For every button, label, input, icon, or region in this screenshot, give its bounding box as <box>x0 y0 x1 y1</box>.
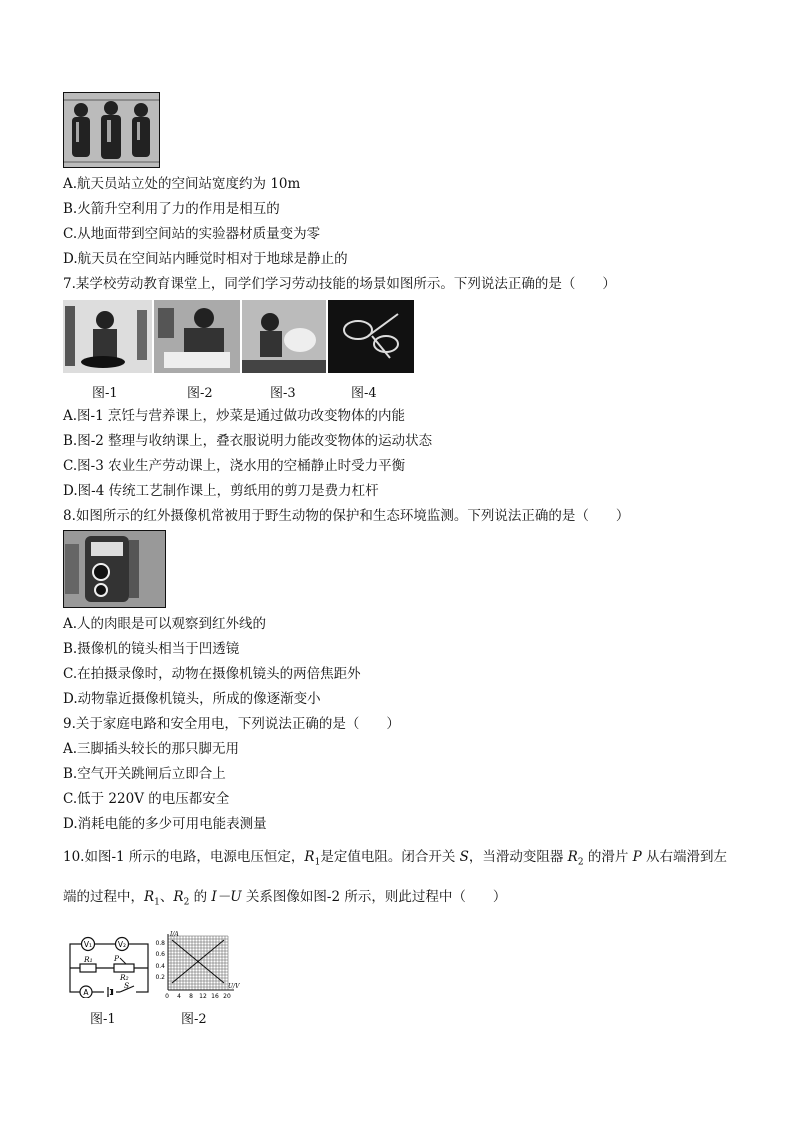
q6-option-c[interactable]: C.从地面带到空间站的实验器材质量变为零 <box>63 226 321 242</box>
subscript: 2 <box>577 857 584 868</box>
subscript: 1 <box>314 857 321 868</box>
q10-text: 10.如图-1 所示的电路，电源电压恒定， <box>63 849 305 865</box>
q7-figure-3-photo <box>242 300 326 373</box>
q10-text: 关系图像如图-2 所示，则此过程中（ ） <box>241 889 507 905</box>
q6-option-a[interactable]: A.航天员站立处的空间站宽度约为 10m <box>63 176 301 192</box>
q10-text: 、 <box>159 889 174 905</box>
v2-label: V₂ <box>117 940 127 949</box>
q10-stem-line-1 <box>63 848 727 872</box>
q7-stem: 7.某学校劳动教育课堂上，同学们学习劳动技能的场景如图所示。下列说法正确的是（ ） <box>63 276 616 292</box>
r2-label: R₂ <box>120 973 129 982</box>
symbol-p: P <box>632 849 642 865</box>
q8-option-a[interactable]: A.人的肉眼是可以观察到红外线的 <box>63 616 267 632</box>
q9-option-a[interactable]: A.三脚插头较长的那只脚无用 <box>63 741 240 757</box>
switch-label: S <box>124 981 130 990</box>
q7-option-a[interactable]: A.图-1 烹饪与营养课上，炒菜是通过做功改变物体的内能 <box>63 408 405 424</box>
q8-option-c[interactable]: C.在拍摄录像时，动物在摄像机镜头的两倍焦距外 <box>63 666 361 682</box>
q7-option-d[interactable]: D.图-4 传统工艺制作课上，剪纸用的剪刀是费力杠杆 <box>63 483 379 499</box>
i-u-graph <box>150 928 242 1002</box>
q7-figure-2-photo <box>154 300 240 373</box>
x-tick-label: 16 <box>211 993 219 1000</box>
q7-figure-4-photo <box>328 300 414 373</box>
astronauts-photo <box>63 92 160 168</box>
x-tick-label: 12 <box>199 993 207 1000</box>
infrared-camera-photo <box>63 530 166 608</box>
q9-option-b[interactable]: B.空气开关跳闸后立即合上 <box>63 766 226 782</box>
x-tick-label: 20 <box>223 993 231 1000</box>
x-tick-label: 8 <box>189 993 193 1000</box>
ammeter-label: A <box>83 988 89 997</box>
x-tick-label: 0 <box>165 993 169 1000</box>
symbol-r2: R <box>173 889 184 905</box>
symbol-r1: R <box>144 889 155 905</box>
q7-option-c[interactable]: C.图-3 农业生产劳动课上，浇水用的空桶静止时受力平衡 <box>63 458 406 474</box>
y-tick-label: 0.2 <box>155 974 165 981</box>
q9-option-c[interactable]: C.低于 220V 的电压都安全 <box>63 791 230 807</box>
q10-text: 端的过程中， <box>63 889 144 905</box>
q10-figure-2-caption: 图-2 <box>181 1012 207 1027</box>
q6-option-d[interactable]: D.航天员在空间站内睡觉时相对于地球是静止的 <box>63 251 348 267</box>
x-tick-label: 4 <box>177 993 181 1000</box>
subscript: 2 <box>183 897 190 908</box>
q10-text: 是定值电阻。闭合开关 <box>320 849 460 865</box>
q10-figure-1-caption: 图-1 <box>90 1012 116 1027</box>
q7-figure-3-caption: 图-3 <box>270 386 296 401</box>
y-tick-label: 0.4 <box>155 963 165 970</box>
symbol-s: S <box>459 849 469 865</box>
graph-x-axis-label: U/V <box>228 983 240 990</box>
q8-option-b[interactable]: B.摄像机的镜头相当于凹透镜 <box>63 641 240 657</box>
q10-text: 从右端滑到左 <box>641 849 728 865</box>
p-label: P <box>114 954 120 963</box>
q6-option-b[interactable]: B.火箭升空利用了力的作用是相互的 <box>63 201 280 217</box>
q8-stem: 8.如图所示的红外摄像机常被用于野生动物的保护和生态环境监测。下列说法正确的是（ ） <box>63 508 630 524</box>
symbol-r2: R <box>567 849 578 865</box>
y-tick-label: 0.8 <box>155 940 165 947</box>
circuit-diagram <box>64 932 154 998</box>
q8-option-d[interactable]: D.动物靠近摄像机镜头，所成的像逐渐变小 <box>63 691 321 707</box>
y-tick-label: 0.6 <box>155 951 165 958</box>
q7-figure-2-caption: 图-2 <box>187 386 213 401</box>
q10-text: 的滑片 <box>583 849 633 865</box>
q7-figure-4-caption: 图-4 <box>351 386 377 401</box>
v1-label: V₁ <box>83 940 93 949</box>
q10-text: 的 <box>189 889 212 905</box>
q7-option-b[interactable]: B.图-2 整理与收纳课上，叠衣服说明力能改变物体的运动状态 <box>63 433 433 449</box>
symbol-i-u: I－U <box>211 889 242 905</box>
graph-y-axis-label: I/A <box>170 931 179 938</box>
symbol-r1: R <box>304 849 315 865</box>
q7-figure-1-photo <box>63 300 152 373</box>
q9-option-d[interactable]: D.消耗电能的多少可用电能表测量 <box>63 816 267 832</box>
q9-stem: 9.关于家庭电路和安全用电，下列说法正确的是（ ） <box>63 716 400 732</box>
r1-label: R₁ <box>84 955 93 964</box>
q7-figure-1-caption: 图-1 <box>92 386 118 401</box>
q10-text: ，当滑动变阻器 <box>468 849 568 865</box>
subscript: 1 <box>154 897 160 908</box>
q10-stem-line-2 <box>63 888 506 912</box>
